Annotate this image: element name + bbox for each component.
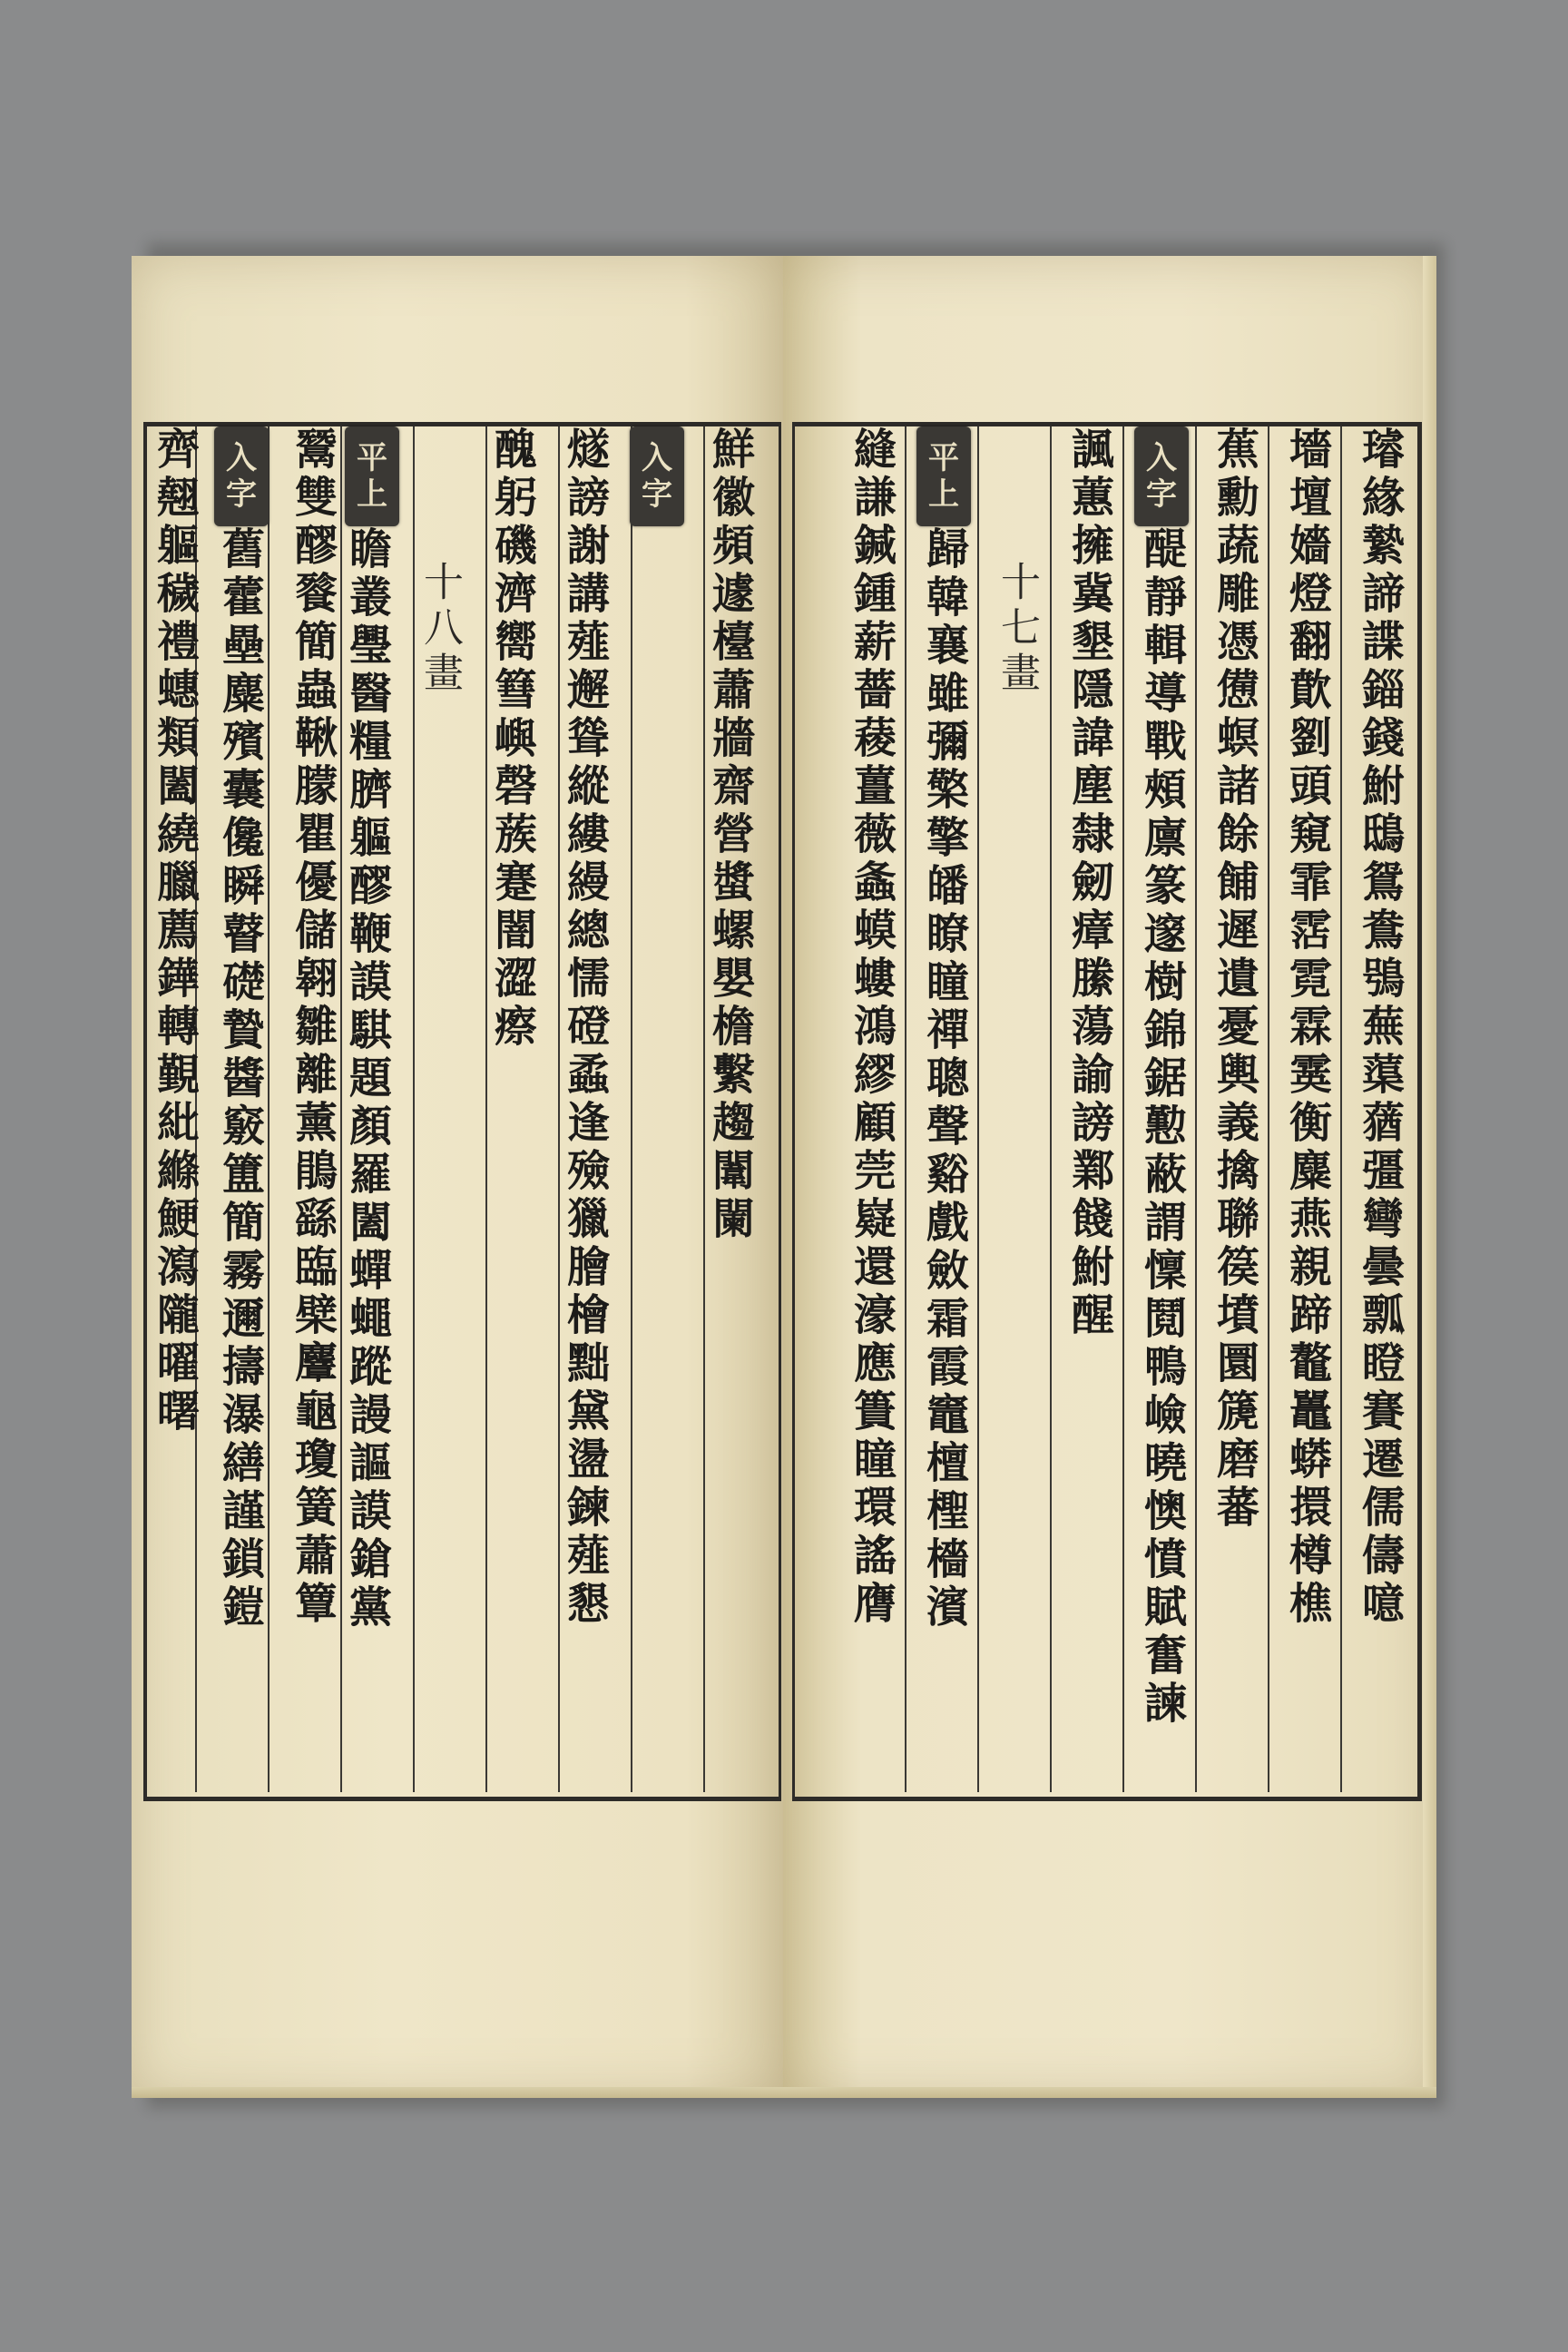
text-column: 燧謗謝講薤邂聳縱縷縵總懦磴蟊逢殮獵膾檜黜黛盪鍊薤懇 [560,426,610,1629]
tone-label-tag: 平 上 [345,426,399,526]
text-column: 醜躬磯濟嚮篲嶼磬蔟蹇闇澀瘵 [487,426,537,1052]
text-column: 縫謙鍼鍾薪薔薐薑薇螽蟆螻鴻繆顧莞嶷還濠應簣瞳環謠膺 [847,426,897,1629]
tone-label-tag: 入 字 [214,426,269,526]
text-column: 齊翹軀穢禮蟪類闔繞臘薦鏵轉覲紕縧鯁瀉隴曜曙 [150,426,200,1436]
text-column: 醍靜輯導戰頰廪篆邃樹錦鋸懃蔽謂懍鬩鴨嶮曉懊憤賦奮諫 [1137,526,1187,1729]
tone-label-tag: 平 上 [916,426,971,526]
tone-label-tag: 入 字 [1134,426,1189,526]
text-column: 鬵雙醪餮簡蟲鞦朦瞿優儲翱雛離薰鵑繇臨檗麞龜瓊簧蕭簟 [288,426,338,1629]
text-column: 諷蕙擁冀墾隱諱塵隸劒瘴縢蕩諭謗鄴餞鮒醒 [1064,426,1114,1340]
text-column: 蕉勳蔬雕憑憊螟諸餘餔遲遺憂輿義擒聯篌墳圜篪磨蕃 [1210,426,1259,1533]
text-column: 墻壇嬙燈翻歕劉頭窺霏霑霓霖霙衡麋燕親蹄鼇鼉蟒擐樽樵 [1282,426,1332,1629]
text-column: 鮮徽頻遽檯蕭牆齋營螿螺嬰檐繫趨闈闌 [705,426,755,1244]
stroke-count-heading: 十七畫 [994,561,1040,697]
stroke-count-heading: 十八畫 [416,561,463,697]
tone-label-tag: 入 字 [630,426,684,526]
text-column: 舊藿壘麋殯囊儳瞬瞽礎贄醬竅簠簡霧邇擣瀑繕謹鎖鎧 [215,526,265,1632]
text-column: 瞻叢璺醫糧臍軀醪鞭謨騏題顏羅闔蟬蠅蹤謾謳謨鎗黨 [342,526,392,1632]
text-column: 璿緣縶諦諜錙錢鮒鴟鴛鴦鴞蕪蕖蕕彊彎曇瓢瞪賽遷儒儔噫 [1355,426,1405,1629]
text-column: 歸韓襄雖彌檠擎皤瞭瞳禪聰聲谿戲斂霜霞竈檀檉檣濱 [919,526,969,1632]
